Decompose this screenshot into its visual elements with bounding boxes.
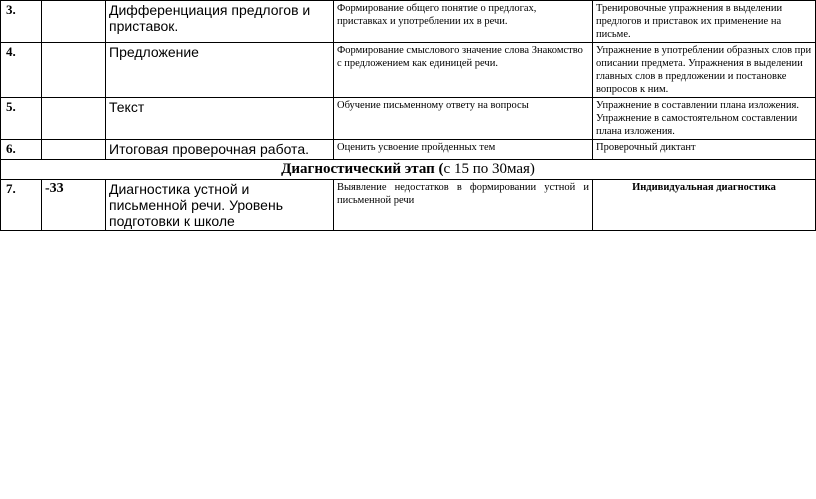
row-activity: Упражнение в употреблении образных слов при описании предмета. Упражнения в выделении главных слов в предложении и постановке вопросов к ним. (593, 43, 816, 98)
row-goal: Обучение письменному ответу на вопросы (334, 98, 593, 140)
table-row (1, 180, 816, 231)
row-number: 3. (1, 1, 42, 43)
plan-table (0, 0, 816, 231)
table-row (1, 98, 816, 140)
row-topic: Дифференциация предлогов и приставок. (106, 1, 334, 43)
section-title (1, 160, 816, 180)
row-topic: Предложение (106, 43, 334, 98)
row-topic: Текст (106, 98, 334, 140)
row-topic: Итоговая проверочная работа. (106, 140, 334, 160)
row-goal: Выявление недостатков в формировании устной и письменной речи (334, 180, 593, 231)
row-code (42, 43, 106, 98)
row-goal: Формирование смыслового значение слова Знакомство с предложением как единицей речи. (334, 43, 593, 98)
row-code (42, 98, 106, 140)
row-code (42, 140, 106, 160)
row-activity: Тренировочные упражнения в выделении предлогов и приставок их применение на письме. (593, 1, 816, 43)
row-number: 7. (1, 180, 42, 231)
section-title-bold: Диагностический этап ( (281, 161, 444, 177)
section-title-dates: с 15 по 30мая) (443, 161, 535, 177)
row-topic: Диагностика устной и письменной речи. Уровень подготовки к школе (106, 180, 334, 231)
table-row (1, 43, 816, 98)
table-row (1, 1, 816, 43)
row-code: -33 (42, 180, 106, 231)
row-activity: Упражнение в составлении плана изложения. Упражнение в самостоятельном составлении плана изложения. (593, 98, 816, 140)
row-number: 6. (1, 140, 42, 160)
row-number: 4. (1, 43, 42, 98)
row-activity: Проверочный диктант (593, 140, 816, 160)
table-row (1, 140, 816, 160)
row-activity: Индивидуальная диагностика (593, 180, 816, 231)
row-goal: Формирование общего понятие о предлогах, приставках и употреблении их в речи. (334, 1, 593, 43)
section-header-row (1, 160, 816, 180)
row-code (42, 1, 106, 43)
row-number: 5. (1, 98, 42, 140)
row-goal: Оценить усвоение пройденных тем (334, 140, 593, 160)
